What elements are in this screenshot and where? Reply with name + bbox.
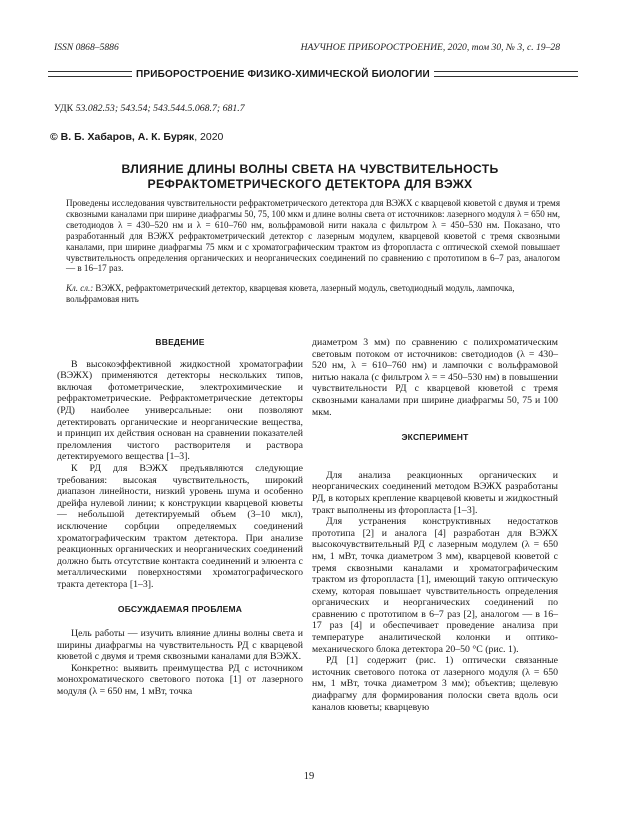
section-title: ПРИБОРОСТРОЕНИЕ ФИЗИКО-ХИМИЧЕСКОЙ БИОЛОГИИ xyxy=(136,68,430,80)
keywords xyxy=(66,283,560,305)
experiment-paragraph-1: Для анализа реакционных органических и неорганических соединений методом ВЭЖХ разработаны РД, в которых крепление кварцевой кюветы и жидкостный тракт выполнены из фторопласта [1–3]. xyxy=(312,469,558,516)
title-line-1: ВЛИЯНИЕ ДЛИНЫ ВОЛНЫ СВЕТА НА ЧУВСТВИТЕЛЬНОСТЬ xyxy=(121,162,499,176)
udc-label: УДК xyxy=(54,103,74,114)
keywords-label: Кл. сл.: xyxy=(66,283,94,293)
udc-line xyxy=(54,103,245,114)
problem-paragraph-2: Конкретно: выявить преимущества РД с источником монохроматического светового потока [1] от лазерного модуля (λ = 650 нм, 1 мВт, точка xyxy=(57,662,303,698)
title-line-2: РЕФРАКТОМЕТРИЧЕСКОГО ДЕТЕКТОРА ДЛЯ ВЭЖХ xyxy=(147,176,473,191)
copyright-sign: © xyxy=(50,131,58,143)
experiment-paragraph-3: РД [1] содержит (рис. 1) оптически связанные источник светового потока от лазерного модуля (λ = 650 нм, 1 мВт, точка диаметром 3 мм); объектив; щелевую диафрагму для формирования полоски света вдоль оси каналов кюветы; кварцевую xyxy=(312,655,558,713)
keywords-text: ВЭЖХ, рефрактометрический детектор, кварцевая кювета, лазерный модуль, светодиодный модуль, лампочка, вольфрамовая нить xyxy=(66,283,515,304)
journal-reference: НАУЧНОЕ ПРИБОРОСТРОЕНИЕ, 2020, том 30, № 3, с. 19–28 xyxy=(300,42,560,53)
section-banner xyxy=(48,67,578,81)
left-column xyxy=(57,337,303,698)
year: , 2020 xyxy=(194,131,224,143)
intro-paragraph-2: К РД для ВЭЖХ предъявляются следующие требования: высокая чувствительность, широкий диапазон линейности, низкий уровень шума и особенно дрейфа нулевой линии; к конструкции кварцевой кюветы — небольшой детектируемый объем (3–10 мкл), исключение сорбции определяемых соединений хроматографическим трактом детектора. При анализе реакционных органических и неорганических соединений должно быть отсутствие контакта соединений и элюента с металлическими поверхностями хроматографического тракта детектора [1–3]. xyxy=(57,462,303,590)
problem-heading: ОБСУЖДАЕМАЯ ПРОБЛЕМА xyxy=(117,604,243,615)
article-title xyxy=(60,162,560,191)
udc-codes: 53.082.53; 543.54; 543.544.5.068.7; 681.7 xyxy=(75,103,245,114)
double-rule-right xyxy=(434,71,578,77)
page-number: 19 xyxy=(303,771,315,782)
intro-paragraph-1: В высокоэффективной жидкостной хроматографии (ВЭЖХ) применяются детекторы нескольких типов, включая фотометрические, электрохимические и рефрактометрические. Рефрактометрические детекторы (РД) наиболее универсальные: они позволяют детектировать органические и неорганические вещества, и принцип их действия основан на сравнении показателей преломления чистого растворителя и раствора детектируемого вещества [1–3]. xyxy=(57,358,303,463)
authors: В. Б. Хабаров, А. К. Буряк xyxy=(60,131,195,143)
double-rule-left xyxy=(48,71,132,77)
experiment-paragraph-2: Для устранения конструктивных недостатков прототипа [2] и аналога [4] разработан для ВЭЖХ высокочувствительный РД с лазерным модулем (λ = 650 нм, 1 мВт, точка диаметром 3 мм), кварцевой кюветой с тремя сквозными каналами и хроматографическим трактом из фторопласта [1], имеющий такую оптическую схему, которая повышает чувствительность определения органических и неорганических соединений по сравнению с прототипом в 6–7 раз [2], аналогом — в 16–17 раз [4] и обеспечивает проведение анализа при температуре аналитической колонки и оптико-механического блока детектора 20–50 °С (рис. 1). xyxy=(312,516,558,655)
experiment-heading: ЭКСПЕРИМЕНТ xyxy=(401,432,469,443)
intro-heading: ВВЕДЕНИЕ xyxy=(155,337,205,347)
right-column xyxy=(312,337,558,713)
continued-paragraph: диаметром 3 мм) по сравнению с полихроматическим световым потоком от источников: светодиодов (λ = 430–520 нм, λ = 610–760 нм) и лампочки с вольфрамовой нитью накала (с фильтром λ = = 450–530 нм) в повышении чувствительности РД с кварцевой кюветой с тремя сквозными каналами при ширине диафрагмы 50, 75 и 100 мкм. xyxy=(312,337,558,418)
authors-line xyxy=(50,131,223,143)
problem-paragraph-1: Цель работы — изучить влияние длины волны света и ширины диафрагмы на чувствительность РД с кварцевой кюветой с двумя и тремя сквозными каналами для ВЭЖХ. xyxy=(57,628,303,663)
abstract: Проведены исследования чувствительности рефрактометрического детектора для ВЭЖХ с кварцевой кюветой с двумя и тремя сквозными каналами при ширине диафрагмы 50, 75, 100 мкм и длине волны света от источников: лазерного модуля λ = 650 нм, светодиодов λ = 430–520 нм и λ = 610–760 нм, вольфрамовой нити накала с фильтром λ = 450–530 нм. Показано, что разработанный для ВЭЖХ рефрактометрический детектор с лазерным модулем, кварцевой кюветой с тремя сквозными каналами, при ширине диафрагмы 75 мкм и с хроматографическим трактом из фторопласта с оптической схемой повышает чувствительность определения органических и неорганических соединений по сравнению с прототипом в 6–7 раз, аналогом — в 16–17 раз. xyxy=(66,198,560,274)
issn: ISSN 0868–5886 xyxy=(54,42,119,53)
